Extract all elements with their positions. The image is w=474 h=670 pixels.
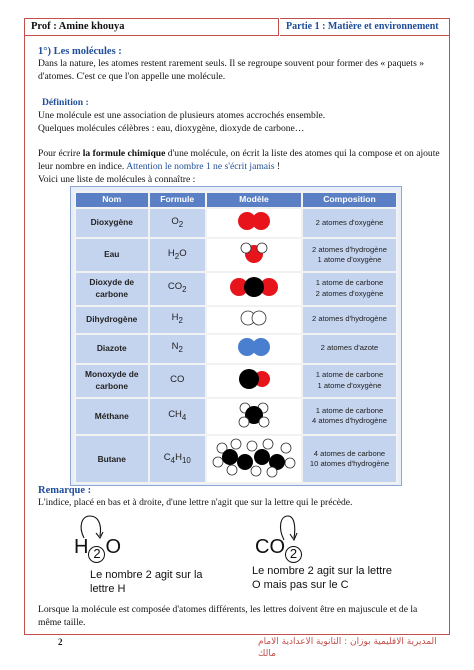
formula-end: ! bbox=[274, 160, 281, 172]
molecule-composition: 1 atome de carbone 4 atomes d'hydrogène bbox=[302, 398, 397, 436]
carbon-atom bbox=[239, 369, 259, 389]
molecule-composition: 4 atomes de carbone 10 atomes d'hydrogène bbox=[302, 435, 397, 483]
example-note-water: Le nombre 2 agit sur la lettre H bbox=[90, 569, 203, 595]
carbon-atom bbox=[237, 454, 253, 470]
molecule-composition: 2 atomes d'azote bbox=[302, 334, 397, 364]
carbon-atom bbox=[254, 449, 270, 465]
formula-paragraph bbox=[38, 148, 442, 173]
molecule-formula: $O_2$ bbox=[149, 208, 206, 238]
hydrogen-atom bbox=[241, 243, 251, 253]
model-dihydrogen bbox=[206, 306, 302, 334]
molecule-name: Eau bbox=[75, 238, 149, 272]
formula-bold: la formule chimique bbox=[82, 148, 166, 159]
table-row bbox=[75, 435, 397, 483]
model-carbon-dioxide bbox=[206, 272, 302, 306]
section-title: 1°) Les molécules : bbox=[38, 46, 122, 57]
header-model: Modèle bbox=[206, 192, 302, 208]
molecule-name: Butane bbox=[75, 435, 149, 483]
hydrogen-atom bbox=[259, 417, 269, 427]
molecule-name: Monoxyde de carbone bbox=[75, 364, 149, 398]
molecule-composition: 2 atomes d'oxygène bbox=[302, 208, 397, 238]
footer-school: المديرية الاقليمية بوزان : الثانوية الاعدادية الامام مالك bbox=[258, 637, 437, 659]
remark-text: L'indice, placé en bas et à droite, d'une lettre n'agit que sur la lettre qui le précède. bbox=[38, 497, 353, 508]
formula-pre: Pour écrire bbox=[38, 148, 83, 159]
model-carbon-monoxide bbox=[206, 364, 302, 398]
table-row bbox=[75, 272, 397, 306]
molecule-table bbox=[74, 191, 398, 484]
molecule-formula: CO bbox=[149, 364, 206, 398]
molecule-name: Dioxygène bbox=[75, 208, 149, 238]
model-water bbox=[206, 238, 302, 272]
carbon-atom bbox=[244, 277, 264, 297]
molecule-formula: $N_2$ bbox=[149, 334, 206, 364]
hydrogen-atom bbox=[257, 243, 267, 253]
model-dinitrogen bbox=[206, 334, 302, 364]
model-butane bbox=[206, 435, 302, 483]
formula-note: Attention le nombre 1 ne s'écrit jamais bbox=[126, 160, 275, 172]
molecule-formula: $CO_2$ bbox=[149, 272, 206, 306]
formula-post: d'une molécule, on écrit la liste des atomes qui la compose et on ajoute leur nombre en indice. bbox=[38, 148, 440, 172]
molecule-formula: $H_2$ bbox=[149, 306, 206, 334]
table-row bbox=[75, 398, 397, 436]
table-header-row bbox=[75, 192, 397, 208]
header-composition: Composition bbox=[302, 192, 397, 208]
table-row bbox=[75, 306, 397, 334]
table-row bbox=[75, 334, 397, 364]
molecule-composition: 2 atomes d'hydrogène 1 atome d'oxygène bbox=[302, 238, 397, 272]
footer-divider bbox=[24, 634, 450, 635]
molecule-formula: $H_2O$ bbox=[149, 238, 206, 272]
remark-title: Remarque : bbox=[38, 485, 92, 496]
molecule-name: Méthane bbox=[75, 398, 149, 436]
definition-line-2: Quelques molécules célèbres : eau, dioxygène, dioxyde de carbone… bbox=[38, 123, 305, 134]
example-note-co2: Le nombre 2 agit sur la lettre O mais pas sur le C bbox=[252, 565, 393, 591]
molecule-composition: 1 atome de carbone 1 atome d'oxygène bbox=[302, 364, 397, 398]
header-formula: Formule bbox=[149, 192, 206, 208]
list-intro: Voici une liste de molécules à connaître : bbox=[38, 174, 196, 185]
molecule-name: Diazote bbox=[75, 334, 149, 364]
example-formula-co2: CO 2 bbox=[255, 536, 302, 563]
conclusion-text: Lorsque la molécule est composée d'atomes différents, les lettres doivent être en majuscule et de la même taille. bbox=[38, 604, 418, 628]
carbon-atom bbox=[222, 449, 238, 465]
molecule-formula: $C_4H_{10}$ bbox=[149, 435, 206, 483]
header-part: Partie 1 : Matière et environnement bbox=[280, 18, 450, 36]
table-row bbox=[75, 364, 397, 398]
model-dioxygen bbox=[206, 208, 302, 238]
molecule-name: Dioxyde de carbone bbox=[75, 272, 149, 306]
molecule-composition: 2 atomes d'hydrogène bbox=[302, 306, 397, 334]
example-formula-water: H 2 O bbox=[74, 536, 122, 561]
page-number: 2 bbox=[58, 637, 63, 647]
molecule-formula: $CH_4$ bbox=[149, 398, 206, 436]
molecule-composition: 1 atome de carbone 2 atomes d'oxygène bbox=[302, 272, 397, 306]
intro-paragraph: Dans la nature, les atomes restent rarement seuls. Il se regroupe souvent pour former des « paquets » d'atomes. C'est ce que l'on appelle une molécule. bbox=[38, 58, 425, 82]
table-row bbox=[75, 238, 397, 272]
definition-line-1: Une molécule est une association de plusieurs atomes accrochés ensemble. bbox=[38, 110, 326, 121]
oxygen-atom bbox=[252, 212, 270, 230]
nitrogen-atom bbox=[252, 338, 270, 356]
molecule-name: Dihydrogène bbox=[75, 306, 149, 334]
definition-title: Définition : bbox=[42, 97, 89, 108]
hydrogen-atom bbox=[252, 311, 266, 325]
header-name: Nom bbox=[75, 192, 149, 208]
hydrogen-atom bbox=[239, 417, 249, 427]
table-row bbox=[75, 208, 397, 238]
model-methane bbox=[206, 398, 302, 436]
header-author: Prof : Amine khouya bbox=[24, 18, 279, 36]
